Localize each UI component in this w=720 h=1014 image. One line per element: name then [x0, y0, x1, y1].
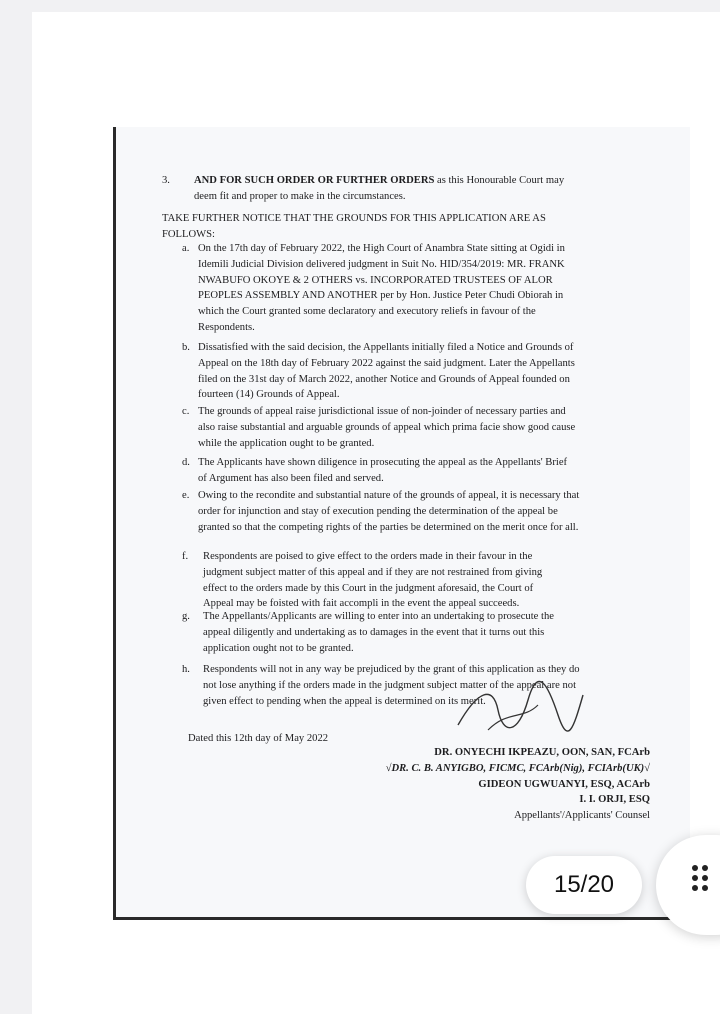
ground-line: application ought not to be granted.	[203, 642, 354, 654]
ground-line: appeal diligently and undertaking as to damages in the event that it turns out this	[203, 626, 545, 638]
item-3-bold: AND FOR SUCH ORDER OR FURTHER ORDERS	[194, 175, 435, 186]
counsel-name-1: DR. ONYECHI IKPEAZU, OON, SAN, FCArb	[434, 747, 650, 758]
ground-text	[198, 488, 645, 535]
item-3-text: AND FOR SUCH ORDER OR FURTHER ORDERS as this Honourable Court may deem fit and proper to make in the circumstances.	[194, 175, 565, 202]
ground-text	[198, 404, 645, 451]
ground-line: filed on the 31st day of March 2022, another Notice and Grounds of Appeal founded on	[198, 373, 570, 385]
ground-line: The Applicants have shown diligence in prosecuting the appeal as the Appellants' Brief	[198, 457, 568, 468]
ground-line: which the Court granted some declaratory and executory reliefs in favour of the	[198, 306, 536, 318]
ground-label: d.	[182, 457, 190, 468]
dated-line: Dated this 12th day of May 2022	[188, 733, 329, 744]
ground-line: while the application ought to be granted.	[198, 437, 375, 449]
ground-line: The Appellants/Applicants are willing to enter into an undertaking to prosecute the	[203, 611, 554, 622]
ground-line: NWABUFO OKOYE & 2 OTHERS vs. INCORPORATED TRUSTEES OF ALOR	[198, 274, 553, 286]
grid-dots-icon	[692, 865, 720, 905]
ground-label: f.	[182, 551, 189, 562]
ground-text	[198, 241, 645, 336]
document-page	[113, 127, 690, 920]
ground-line: On the 17th day of February 2022, the High Court of Anambra State sitting at Ogidi in	[198, 243, 565, 254]
ground-label: e.	[182, 490, 190, 501]
ground-label: a.	[182, 243, 190, 254]
ground-line: fourteen (14) Grounds of Appeal.	[198, 389, 340, 401]
ground-text	[198, 340, 645, 403]
ground-line: order for injunction and stay of execution pending the determination of the appeal be	[198, 505, 558, 517]
ground-line: not lose anything if the orders made in the judgment subject matter of the appeal are not	[203, 679, 577, 691]
ground-line: Owing to the recondite and substantial nature of the grounds of appeal, it is necessary that	[198, 490, 580, 501]
ground-text	[203, 549, 650, 612]
ground-line: also raise substantial and arguable grounds of appeal which prima facie show good cause	[198, 421, 576, 433]
ground-line: Appeal may be foisted with fait accompli in the event the appeal succeeds.	[203, 598, 520, 610]
ground-label: g.	[182, 611, 190, 622]
ground-line: Respondents.	[198, 321, 255, 333]
page-counter[interactable]: 15/20	[526, 856, 642, 914]
ground-line: Dissatisfied with the said decision, the Appellants initially filed a Notice and Grounds of	[198, 342, 574, 353]
ground-line: Appeal on the 18th day of February 2022 against the said judgment. Later the Appellants	[198, 357, 575, 369]
ground-line: Respondents will not in any way be prejudiced by the grant of this application as they do	[203, 664, 580, 675]
ground-line: The grounds of appeal raise jurisdictional issue of non-joinder of necessary parties and	[198, 406, 566, 417]
ground-text	[203, 609, 650, 656]
ground-line: granted so that the competing rights of the parties be determined on the merit once for all.	[198, 521, 579, 533]
ground-line: Respondents are poised to give effect to the orders made in their favour in the	[203, 551, 533, 562]
ground-line: Idemili Judicial Division delivered judgment in Suit No. HID/354/2019: MR. FRANK	[198, 258, 565, 270]
ground-line: effect to the orders made by this Court in the judgment aforesaid, the Court of	[203, 582, 534, 594]
notice-heading: TAKE FURTHER NOTICE THAT THE GROUNDS FOR THIS APPLICATION ARE AS FOLLOWS:	[162, 213, 546, 240]
ground-line: PEOPLES ASSEMBLY AND ANOTHER per by Hon. Justice Peter Chudi Obiorah in	[198, 290, 564, 302]
handwritten-signature	[448, 680, 588, 740]
ground-text	[198, 455, 645, 487]
ground-label: b.	[182, 342, 190, 353]
counsel-role: Appellants'/Applicants' Counsel	[514, 810, 650, 822]
ground-line: given effect to pending when the appeal is determined on its merit.	[203, 695, 486, 707]
ground-label: c.	[182, 406, 190, 417]
counsel-name-2: √DR. C. B. ANYIGBO, FICMC, FCArb(Nig), FCIArb(UK)√	[385, 762, 650, 774]
counsel-block	[386, 745, 650, 824]
ground-line: judgment subject matter of this appeal and if they are not restrained from giving	[203, 566, 543, 578]
ground-line: of Argument has also been filed and served.	[198, 472, 384, 484]
counsel-name-4: I. I. ORJI, ESQ	[579, 794, 650, 806]
item-number: 3.	[162, 175, 170, 186]
ground-label: h.	[182, 664, 190, 675]
counsel-name-3: GIDEON UGWUANYI, ESQ, ACArb	[478, 778, 650, 790]
